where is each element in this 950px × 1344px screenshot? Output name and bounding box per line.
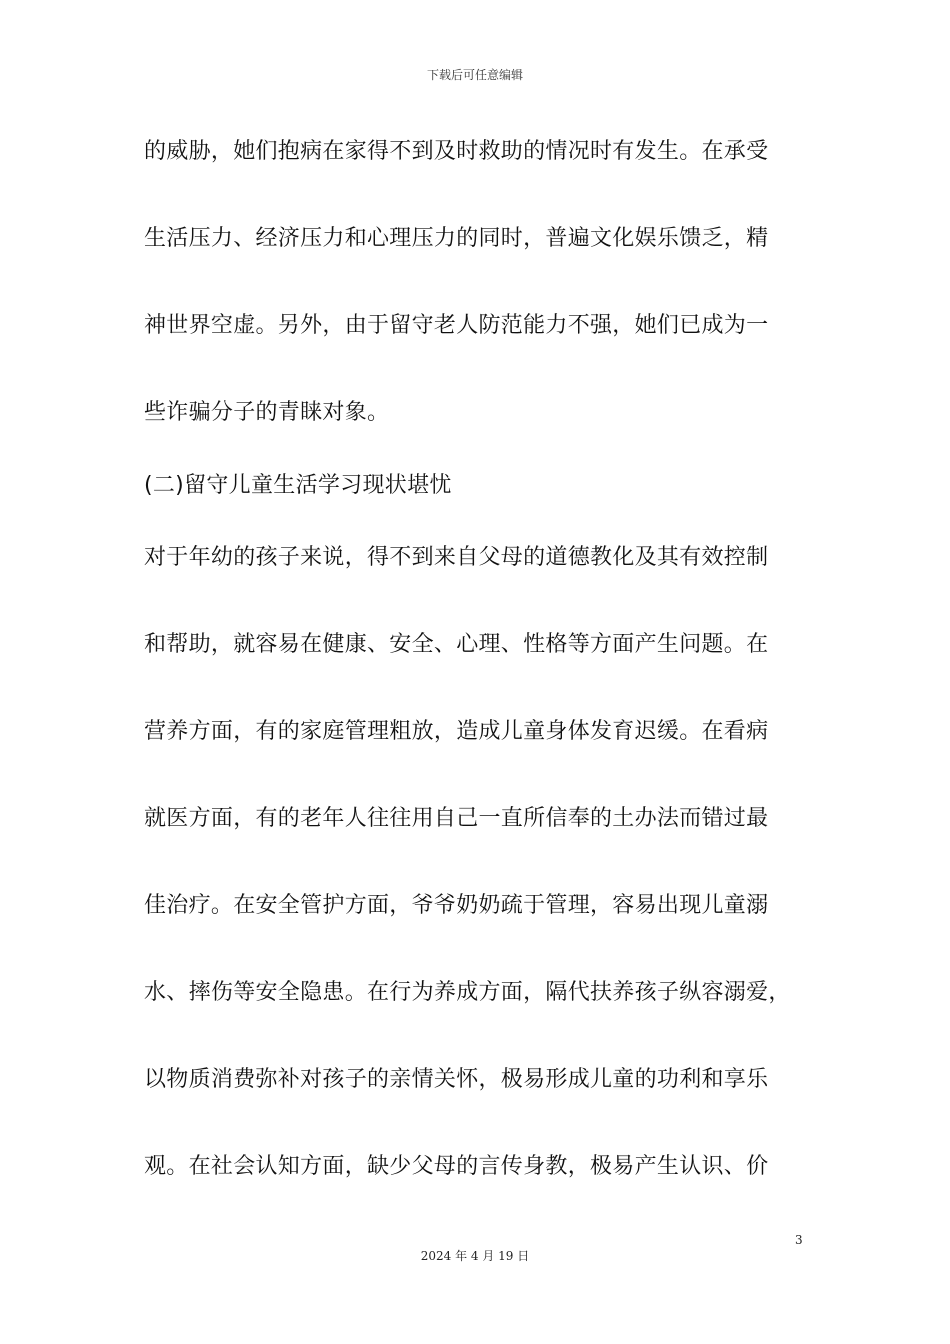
paragraph-line-2: 生活压力、经济压力和心理压力的同时，普遍文化娱乐馈乏，精	[144, 226, 769, 251]
paragraph-line-4: 些诈骗分子的青睐对象。	[144, 400, 390, 425]
header-note: 下载后可任意编辑	[426, 68, 523, 82]
paragraph-line-5: 对于年幼的孩子来说，得不到来自父母的道德教化及其有效控制	[144, 545, 769, 570]
section-heading: (二)留守儿童生活学习现状堪忧	[144, 473, 452, 498]
paragraph-line-3: 神世界空虚。另外，由于留守老人防范能力不强，她们已成为一	[144, 313, 769, 338]
paragraph-line-10: 水、摔伤等安全隐患。在行为养成方面，隔代扶养孩子纵容溺爱，	[144, 980, 791, 1005]
paragraph-line-7: 营养方面，有的家庭管理粗放，造成儿童身体发育迟缓。在看病	[144, 719, 769, 744]
paragraph-line-6: 和帮助，就容易在健康、安全、心理、性格等方面产生问题。在	[144, 632, 769, 657]
footer-date: 2024 年 4 月 19 日	[420, 1249, 530, 1263]
paragraph-line-11: 以物质消费弥补对孩子的亲情关怀，极易形成儿童的功利和享乐	[144, 1067, 769, 1092]
paragraph-line-9: 佳治疗。在安全管护方面，爷爷奶奶疏于管理，容易出现儿童溺	[144, 893, 769, 918]
page-number: 3	[795, 1233, 803, 1247]
paragraph-line-1: 的威胁，她们抱病在家得不到及时救助的情况时有发生。在承受	[144, 139, 769, 164]
paragraph-line-12: 观。在社会认知方面，缺少父母的言传身教，极易产生认识、价	[144, 1154, 769, 1179]
paragraph-line-8: 就医方面，有的老年人往往用自己一直所信奉的土办法而错过最	[144, 806, 769, 831]
